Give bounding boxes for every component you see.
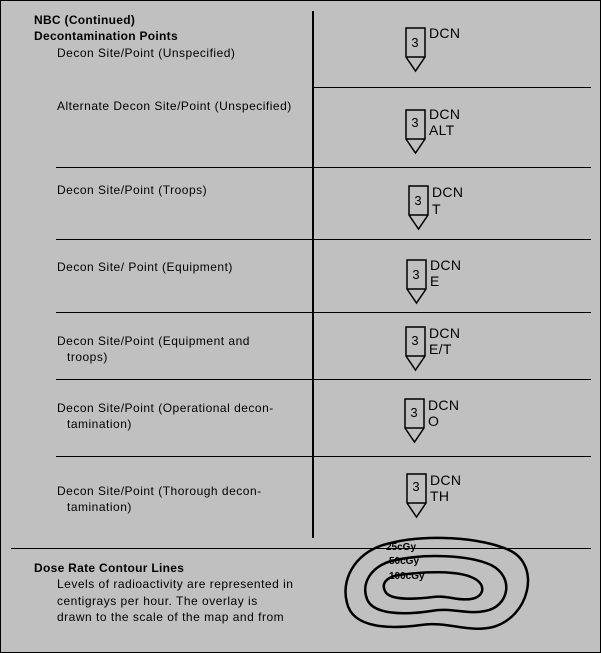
dose-rate-text: Levels of radioactivity are represented in (57, 577, 294, 591)
row-divider (313, 87, 591, 88)
contour-lines-icon (343, 531, 543, 643)
symbol-number: 3 (411, 333, 419, 348)
row-label: Decon Site/ Point (Equipment) (57, 260, 233, 274)
symbol-code: DCN (428, 397, 460, 413)
symbol-number: 3 (411, 35, 419, 50)
subsection-title: Decontamination Points (34, 29, 178, 43)
row-label: Alternate Decon Site/Point (Unspecified) (57, 99, 292, 113)
row-divider (56, 379, 591, 380)
symbol-code: DCN (430, 257, 462, 273)
decon-point-icon (406, 259, 428, 305)
symbol-code: TH (430, 488, 450, 504)
row-label: Decon Site/Point (Unspecified) (57, 46, 236, 60)
column-divider (312, 11, 314, 538)
row-label: Decon Site/Point (Thorough decon- tamination) (57, 484, 262, 514)
symbol-number: 3 (412, 267, 420, 282)
decon-point-icon (405, 27, 427, 73)
symbol-code: ALT (429, 122, 455, 138)
symbol-code: DCN (429, 106, 461, 122)
symbol-number: 3 (411, 115, 419, 130)
symbol-code: T (432, 201, 441, 217)
row-divider (56, 312, 591, 313)
contour-label: 25cGy (386, 542, 417, 553)
dose-rate-text: drawn to the scale of the map and from (57, 610, 285, 624)
symbol-number: 3 (412, 479, 420, 494)
symbol-code: DCN (429, 25, 461, 41)
symbol-code: DCN (429, 325, 461, 341)
symbol-number: 3 (414, 193, 422, 208)
symbol-code: DCN (432, 184, 464, 200)
contour-label: 100cGy (389, 571, 425, 582)
row-divider (56, 456, 591, 457)
dose-contour-graphic (343, 531, 543, 648)
row-label: Decon Site/Point (Troops) (57, 183, 208, 197)
row-label: Decon Site/Point (Operational decon- tamination) (57, 401, 274, 431)
symbol-code: E (430, 273, 440, 289)
row-divider (56, 239, 591, 240)
row-label: Decon Site/Point (Equipment and troops) (57, 334, 250, 364)
row-divider (56, 167, 591, 168)
dose-rate-title: Dose Rate Contour Lines (34, 561, 185, 575)
section-title: NBC (Continued) (34, 13, 136, 27)
symbol-code: E/T (429, 341, 452, 357)
contour-label: 50cGy (389, 556, 420, 567)
dose-rate-text: centigrays per hour. The overlay is (57, 594, 258, 608)
symbol-number: 3 (410, 405, 418, 420)
symbol-code: O (428, 413, 440, 429)
symbol-code: DCN (430, 472, 462, 488)
decon-point-icon (408, 185, 430, 231)
